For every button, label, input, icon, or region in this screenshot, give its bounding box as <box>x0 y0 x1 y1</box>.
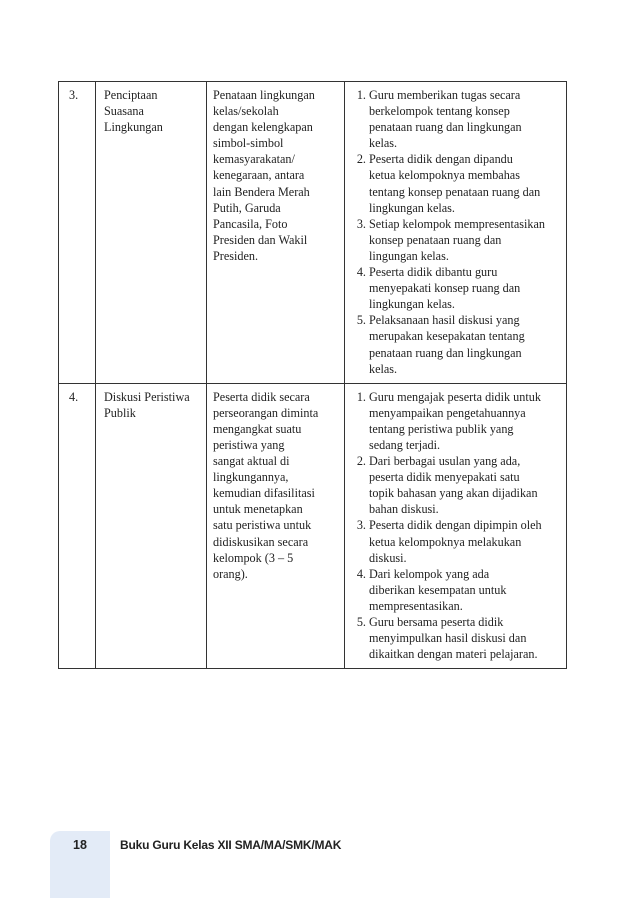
description-line: Presiden dan Wakil <box>213 232 308 247</box>
description-line: kelas/sekolah <box>213 104 279 119</box>
description-line: kemudian difasilitasi <box>213 486 315 501</box>
step-line: lingkungan kelas. <box>369 297 455 312</box>
step-item <box>369 312 560 376</box>
row-number-cell <box>59 82 96 384</box>
description-line: Penataan lingkungan <box>213 88 315 102</box>
step-line: sedang terjadi. <box>369 437 441 452</box>
step-line: merupakan kesepakatan tentang <box>369 329 525 344</box>
description-line: didiskusikan secara <box>213 534 309 549</box>
step-line: peserta didik menyepakati satu <box>369 470 520 485</box>
step-item <box>369 264 560 312</box>
step-item <box>369 614 560 662</box>
step-line: 4. Peserta didik dibantu guru <box>369 265 498 280</box>
activity-title-line: Diskusi Peristiwa <box>104 389 190 404</box>
description-line: peristiwa yang <box>213 437 285 452</box>
step-line: tentang konsep penataan ruang dan <box>369 184 541 199</box>
description-line: simbol-simbol <box>213 136 284 151</box>
description-line: kelompok (3 – 5 <box>213 550 294 565</box>
description-line: mengangkat suatu <box>213 421 302 436</box>
step-line: tentang peristiwa publik yang <box>369 421 514 436</box>
step-line: mempresentasikan. <box>369 598 463 613</box>
step-line: bahan diskusi. <box>369 502 439 517</box>
description-line: Pancasila, Foto <box>213 216 288 231</box>
activity-title-line: Suasana <box>104 104 144 119</box>
row-number: 4. <box>69 389 79 404</box>
description-line: kenegaraan, antara <box>213 168 305 183</box>
description-line: Presiden. <box>213 248 259 263</box>
row-number: 3. <box>69 88 79 102</box>
step-line: penataan ruang dan lingkungan <box>369 345 522 360</box>
step-line: 3. Peserta didik dengan dipimpin oleh <box>369 518 542 533</box>
steps-list <box>351 389 560 663</box>
activity-description-cell <box>207 82 345 384</box>
description-line: orang). <box>213 566 248 581</box>
step-line: lingungan kelas. <box>369 248 449 263</box>
step-line: konsep penataan ruang dan <box>369 232 502 247</box>
description-line: Peserta didik secara <box>213 389 310 404</box>
book-title: Buku Guru Kelas XII SMA/MA/SMK/MAK <box>120 838 342 852</box>
description-line: sangat aktual di <box>213 454 290 469</box>
activity-table-body <box>59 82 567 669</box>
steps-cell <box>345 82 567 384</box>
activity-title-line: Publik <box>104 405 136 420</box>
step-line: berkelompok tentang konsep <box>369 104 510 119</box>
description-line: perseorangan diminta <box>213 405 319 420</box>
step-line: diberikan kesempatan untuk <box>369 582 507 597</box>
description-line: Putih, Garuda <box>213 200 281 215</box>
table-row <box>59 383 567 669</box>
page-number: 18 <box>73 838 87 852</box>
activity-title-line: Lingkungan <box>104 120 163 135</box>
step-item <box>369 517 560 565</box>
step-line: 1. Guru mengajak peserta didik untuk <box>369 389 541 404</box>
description-line: lain Bendera Merah <box>213 184 310 199</box>
step-line: topik bahasan yang akan dijadikan <box>369 486 538 501</box>
row-number-cell <box>59 383 96 669</box>
activity-title-line: Penciptaan <box>104 88 158 102</box>
activity-title-cell <box>96 383 207 669</box>
step-line: lingkungan kelas. <box>369 200 455 215</box>
step-line: ketua kelompoknya melakukan <box>369 534 522 549</box>
description-line: lingkungannya, <box>213 470 289 485</box>
step-item <box>369 389 560 453</box>
step-item <box>369 453 560 517</box>
step-line: 5. Guru bersama peserta didik <box>369 615 504 629</box>
step-line: 2. Peserta didik dengan dipandu <box>369 152 513 167</box>
step-item <box>369 566 560 614</box>
step-line: 5. Pelaksanaan hasil diskusi yang <box>369 313 520 328</box>
step-line: penataan ruang dan lingkungan <box>369 120 522 135</box>
step-item <box>369 216 560 264</box>
description-line: untuk menetapkan <box>213 502 303 517</box>
table-row <box>59 82 567 384</box>
step-line: kelas. <box>369 136 398 151</box>
step-line: menyampaikan pengetahuannya <box>369 405 526 420</box>
step-item <box>369 151 560 215</box>
steps-list <box>351 87 560 377</box>
description-line: dengan kelengkapan <box>213 120 313 135</box>
description-line: satu peristiwa untuk <box>213 518 312 533</box>
step-line: kelas. <box>369 361 398 376</box>
activity-table <box>58 81 567 669</box>
step-line: 4. Dari kelompok yang ada <box>369 566 490 581</box>
step-line: ketua kelompoknya membahas <box>369 168 520 183</box>
step-line: 2. Dari berbagai usulan yang ada, <box>369 454 521 469</box>
step-line: diskusi. <box>369 550 407 565</box>
step-line: dikaitkan dengan materi pelajaran. <box>369 647 538 662</box>
steps-cell <box>345 383 567 669</box>
step-line: menyepakati konsep ruang dan <box>369 281 521 296</box>
step-line: 1. Guru memberikan tugas secara <box>369 88 521 102</box>
step-line: 3. Setiap kelompok mempresentasikan <box>369 216 545 231</box>
step-line: menyimpulkan hasil diskusi dan <box>369 631 527 646</box>
step-item <box>369 87 560 151</box>
activity-description-cell <box>207 383 345 669</box>
description-line: kemasyarakatan/ <box>213 152 295 167</box>
activity-title-cell <box>96 82 207 384</box>
